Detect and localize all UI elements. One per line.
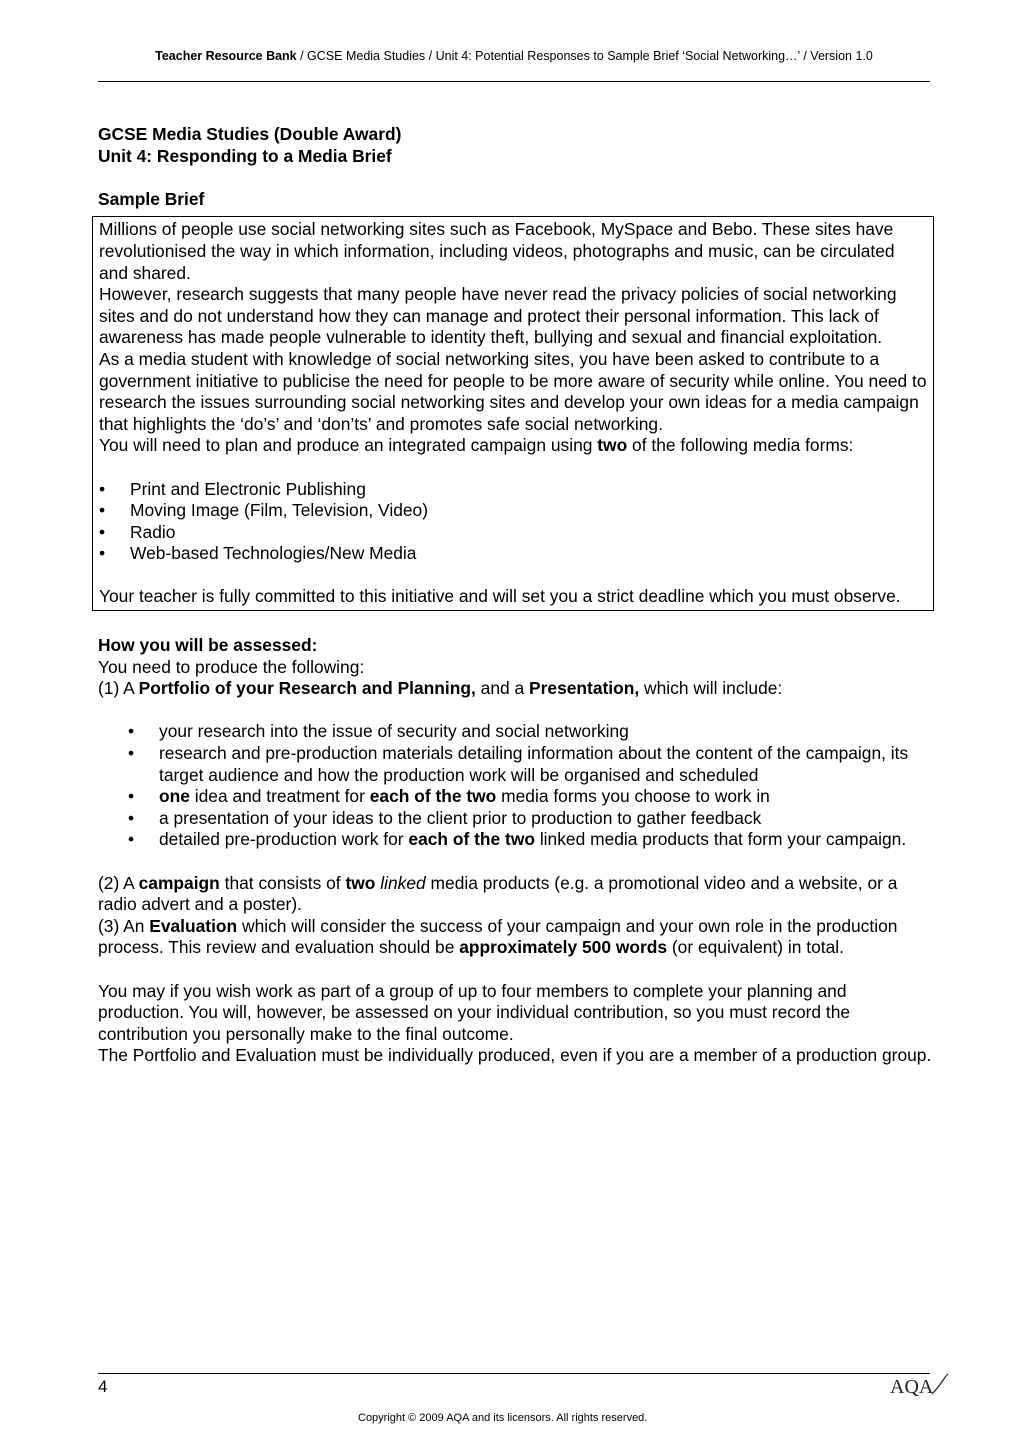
brief-paragraph: Millions of people use social networking sites such as Facebook, MySpace and Bebo. These sites have revolutionised the way in which information, including videos, photographs and music, can be circulated and shared. <box>99 219 895 283</box>
header-breadcrumb: / GCSE Media Studies / Unit 4: Potential Responses to Sample Brief ‘Social Networking…’ / Version 1.0 <box>296 49 873 63</box>
list-item: • detailed pre-production work for each of the two linked media products that form your campaign. <box>98 829 934 851</box>
brief-paragraph: As a media student with knowledge of social networking sites, you have been asked to contribute to a government initiative to publicise the need for people to be more aware of security while online. You need to research the issues surrounding social networking sites and develop your own ideas for a media campaign that highlights the ‘do’s’ and ‘don’ts’ and promotes safe social networking. <box>99 348 927 434</box>
copyright-notice: Copyright © 2009 AQA and its licensors. All rights reserved. <box>358 1412 648 1424</box>
assessment-intro: You need to produce the following: <box>98 656 365 677</box>
media-forms-list <box>99 479 927 565</box>
list-item: • one idea and treatment for each of the two media forms you choose to work in <box>98 786 934 808</box>
assessment-item-1: (1) A Portfolio of your Research and Planning, and a Presentation, which will include: <box>98 678 783 699</box>
list-item: • a presentation of your ideas to the client prior to production to gather feedback <box>98 808 934 830</box>
list-item: • research and pre-production materials detailing information about the content of the campaign, its target audience and how the production work will be organised and scheduled <box>98 743 934 786</box>
group-work-paragraph: You may if you wish work as part of a group of up to four members to complete your planning and production. You will, however, be assessed on your individual contribution, so you must record the contribution you personally make to the final outcome. <box>98 980 851 1044</box>
page-number: 4 <box>98 1377 108 1396</box>
footer-divider <box>98 1373 930 1374</box>
section-heading-assessment: How you will be assessed: <box>98 635 318 656</box>
brief-closing: Your teacher is fully committed to this initiative and will set you a strict deadline which you must observe. <box>99 586 901 607</box>
list-item: • Radio <box>99 522 927 544</box>
sample-brief-box <box>92 216 934 611</box>
brief-paragraph: However, research suggests that many people have never read the privacy policies of social networking sites and do not understand how they can manage and protect their personal information. This lack of awareness has made people vulnerable to identity theft, bullying and sexual and financial exploitation. <box>99 284 897 348</box>
list-item: • Moving Image (Film, Television, Video) <box>99 500 927 522</box>
list-item: • Web-based Technologies/New Media <box>99 543 927 565</box>
aqa-logo-mark <box>890 1372 954 1398</box>
individual-work-paragraph: The Portfolio and Evaluation must be individually produced, even if you are a member of a production group. <box>98 1045 932 1066</box>
running-header <box>98 49 930 63</box>
header-bank-name: Teacher Resource Bank <box>155 49 297 63</box>
aqa-logo <box>890 1372 954 1403</box>
section-heading-sample-brief: Sample Brief <box>98 188 205 209</box>
aqa-logo-text: AQA <box>890 1376 934 1398</box>
list-item: • your research into the issue of security and social networking <box>98 721 934 743</box>
document-title: GCSE Media Studies (Double Award) <box>98 124 402 144</box>
assessment-item-3: (3) An Evaluation which will consider the success of your campaign and your own role in the production process. This review and evaluation should be approximately 500 words (or equivalent) in total. <box>98 915 898 958</box>
portfolio-requirements-list <box>98 721 934 851</box>
document-subtitle: Unit 4: Responding to a Media Brief <box>98 145 392 166</box>
assessment-item-2: (2) A campaign that consists of two linked media products (e.g. a promotional video and a website, or a radio advert and a poster). <box>98 872 898 915</box>
list-item: • Print and Electronic Publishing <box>99 479 927 501</box>
brief-paragraph: You will need to plan and produce an integrated campaign using two of the following media forms: <box>99 435 854 456</box>
header-divider <box>98 81 930 82</box>
document-body <box>98 124 934 1067</box>
